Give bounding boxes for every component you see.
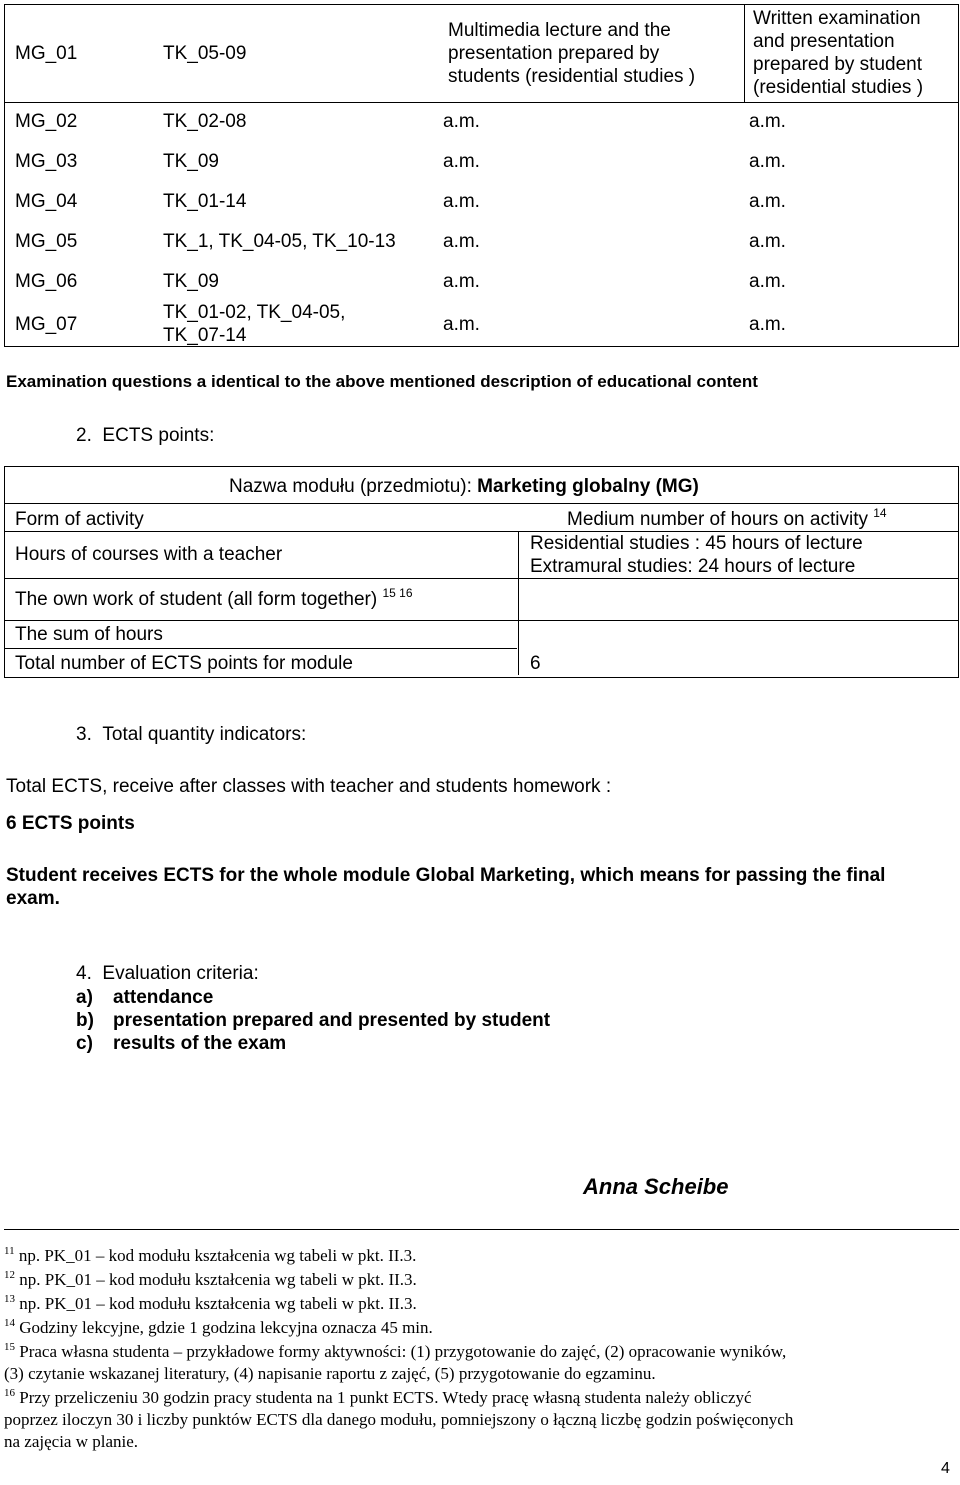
assessment-method: a.m. bbox=[749, 314, 786, 335]
module-name-title: Nazwa modułu (przedmiotu): Marketing globalny (MG) bbox=[229, 476, 699, 497]
criteria-list bbox=[76, 986, 550, 1055]
list-item: b) presentation prepared and presented by student bbox=[76, 1010, 551, 1031]
assessment-method: a.m. bbox=[749, 231, 786, 252]
footnote: $^{13}$ np. PK_01 – kod modułu kształcenia wg tabeli w pkt. II.3. bbox=[4, 1293, 417, 1313]
footnote: $^{11}$ np. PK_01 – kod modułu kształcenia wg tabeli w pkt. II.3. bbox=[4, 1245, 417, 1265]
module-code: MG_04 bbox=[15, 191, 78, 212]
ects-table bbox=[4, 466, 959, 678]
teaching-method: a.m. bbox=[443, 271, 480, 292]
ects-receive-statement: Student receives ECTS for the whole module Global Marketing, which means for passing the final exam. bbox=[6, 865, 886, 909]
exam-note: Examination questions a identical to the above mentioned description of educational content bbox=[6, 372, 758, 391]
signature: Anna Scheibe bbox=[583, 1174, 729, 1199]
learning-outcome-code: TK_09 bbox=[163, 151, 219, 172]
table-divider bbox=[5, 503, 958, 504]
table-divider bbox=[5, 102, 958, 103]
module-code: MG_05 bbox=[15, 231, 78, 252]
footnote: $^{14}$ Godziny lekcyjne, gdzie 1 godzina lekcyjna oznacza 45 min. bbox=[4, 1317, 433, 1337]
table-divider bbox=[5, 620, 958, 621]
assessment-method: a.m. bbox=[749, 111, 786, 132]
table-divider bbox=[5, 578, 958, 579]
teaching-method: Multimedia lecture and the presentation prepared by students (residential studies ) bbox=[448, 20, 696, 87]
list-item: a) attendance bbox=[76, 987, 214, 1008]
module-code: MG_03 bbox=[15, 151, 78, 172]
page-number: 4 bbox=[941, 1460, 950, 1477]
own-work-label: The own work of student (all form together) $^{15 16}$ bbox=[15, 586, 413, 610]
module-code: MG_01 bbox=[15, 43, 78, 64]
table-divider bbox=[5, 648, 517, 649]
table-divider bbox=[744, 5, 745, 102]
teaching-method: a.m. bbox=[443, 111, 480, 132]
section-heading: 2. ECTS points: bbox=[76, 425, 215, 446]
learning-outcome-code: TK_1, TK_04-05, TK_10-13 bbox=[163, 231, 396, 252]
footnote: $^{16}$ Przy przeliczeniu 30 godzin pracy studenta na 1 punkt ECTS. Wtedy pracę własną studenta należy obliczyć poprzez iloczyn 30 i liczby punktów ECTS dla danego modułu, pomniejszony o łączną liczbę godzin poświęconych na zajęcia w planie. bbox=[4, 1387, 794, 1451]
total-ects-value: 6 bbox=[530, 653, 541, 674]
module-code: MG_07 bbox=[15, 314, 78, 335]
assessment-method: a.m. bbox=[749, 271, 786, 292]
module-outcomes-table bbox=[4, 4, 959, 347]
assessment-method: a.m. bbox=[749, 151, 786, 172]
teaching-method: a.m. bbox=[443, 314, 480, 335]
module-code: MG_02 bbox=[15, 111, 78, 132]
form-of-activity-label: Form of activity bbox=[15, 509, 144, 530]
assessment-method: a.m. bbox=[749, 191, 786, 212]
section-heading: 3. Total quantity indicators: bbox=[76, 724, 307, 745]
total-ects-points: 6 ECTS points bbox=[6, 813, 135, 834]
teaching-method: a.m. bbox=[443, 191, 480, 212]
hours-with-teacher-label: Hours of courses with a teacher bbox=[15, 544, 283, 565]
teaching-method: a.m. bbox=[443, 231, 480, 252]
list-item: c) results of the exam bbox=[76, 1033, 287, 1054]
medium-hours-label: Medium number of hours on activity $^{14}$ bbox=[567, 506, 887, 530]
footnote: $^{15}$ Praca własna studenta – przykładowe formy aktywności: (1) przygotowanie do zajęć, (2) opracowanie wyników, (3) czytanie wskazanej literatury, (4) napisanie raportu z zajęć, (5) przygotowanie do egzaminu. bbox=[4, 1341, 787, 1383]
learning-outcome-code: TK_01-14 bbox=[163, 191, 247, 212]
assessment-method: Written examination and presentation prepared by student (residential studies ) bbox=[753, 8, 924, 98]
section-heading: 4. Evaluation criteria: bbox=[76, 963, 259, 984]
learning-outcome-code: TK_01-02, TK_04-05, TK_07-14 bbox=[163, 302, 346, 346]
learning-outcome-code: TK_09 bbox=[163, 271, 219, 292]
total-ects-label: Total number of ECTS points for module bbox=[15, 653, 353, 674]
footnote: $^{12}$ np. PK_01 – kod modułu kształcenia wg tabeli w pkt. II.3. bbox=[4, 1269, 417, 1289]
footnote-separator bbox=[4, 1229, 959, 1230]
learning-outcome-code: TK_05-09 bbox=[163, 43, 247, 64]
total-ects-text: Total ECTS, receive after classes with teacher and students homework : bbox=[6, 776, 612, 797]
sum-of-hours-label: The sum of hours bbox=[15, 624, 163, 645]
teaching-method: a.m. bbox=[443, 151, 480, 172]
hours-with-teacher-value: Residential studies : 45 hours of lecture Extramural studies: 24 hours of lecture bbox=[530, 533, 863, 577]
table-divider bbox=[518, 531, 519, 675]
module-code: MG_06 bbox=[15, 271, 78, 292]
learning-outcome-code: TK_02-08 bbox=[163, 111, 247, 132]
